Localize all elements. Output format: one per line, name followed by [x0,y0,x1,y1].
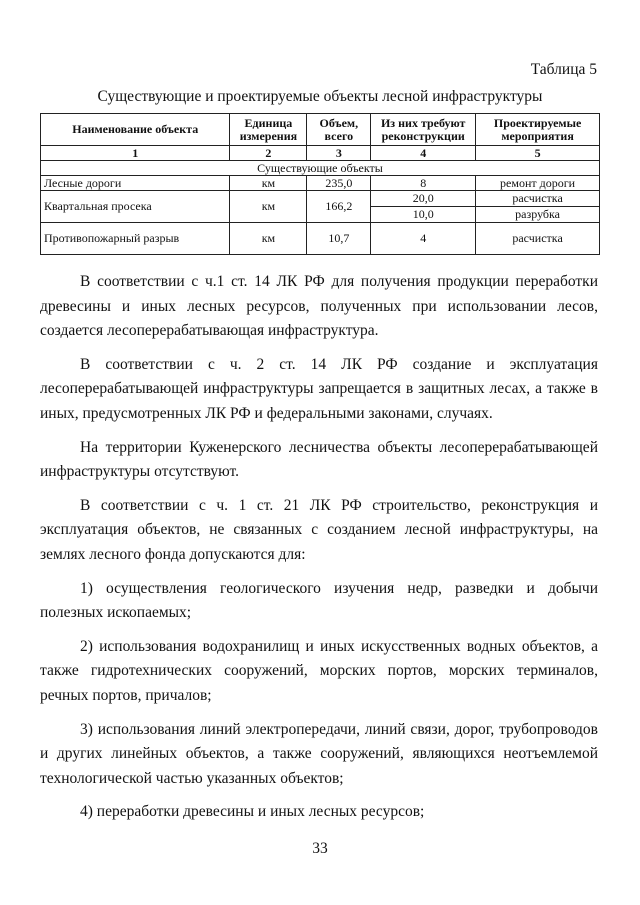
paragraph: В соответствии с ч.1 ст. 14 ЛК РФ для получения продукции переработки древесины и иных лесных ресурсов, полученных при использовании лесов, создается лесоперерабатывающая инфраструктура. [40,273,598,340]
row-measure: расчистка [476,191,600,207]
list-item: 4) переработки древесины и иных лесных ресурсов; [80,803,425,821]
row-measure: расчистка [476,223,600,255]
row-name: Квартальная просека [41,191,230,223]
row-reconstruction: 10,0 [371,207,476,223]
table-label: Таблица 5 [530,61,597,78]
list-item: 3) использования линий электропередачи, линий связи, дорог, трубопроводов и других линейных объектов, а также сооружений, являющихся неотъемлемой технологической частью указанных объектов; [40,720,598,787]
row-unit: км [230,191,307,223]
column-number: 1 [41,146,230,161]
table-title: Существующие и проектируемые объекты лесной инфраструктуры [97,88,543,105]
row-total: 166,2 [307,191,371,223]
row-unit: км [230,176,307,191]
row-total: 235,0 [307,176,371,191]
header-reconstruction: Из них требуют реконструкции [371,114,476,146]
section-label: Существующие объекты [41,161,600,176]
column-number: 5 [476,146,600,161]
body-text [40,270,598,825]
list-item: 2) использования водохранилищ и иных искусственных водных объектов, а также гидротехнических сооружений, морских портов, морских терминалов, речных портов, причалов; [40,637,598,704]
header-unit: Единица измерения [230,114,307,146]
table-row [41,223,600,255]
row-measure: разрубка [476,207,600,223]
paragraph: В соответствии с ч. 2 ст. 14 ЛК РФ создание и эксплуатация лесоперерабатывающей инфраструктуры запрещается в защитных лесах, а также в иных, предусмотренных ЛК РФ и федеральными законами, случаях. [40,355,598,422]
list-item: 1) осуществления геологического изучения недр, разведки и добычи полезных ископаемых; [40,579,598,622]
table-row [41,176,600,191]
header-total: Объем, всего [307,114,371,146]
row-unit: км [230,223,307,255]
row-reconstruction: 20,0 [371,191,476,207]
paragraph: В соответствии с ч. 1 ст. 21 ЛК РФ строительство, реконструкция и эксплуатация объектов, не связанных с созданием лесной инфраструктуры, на землях лесного фонда допускаются для: [40,496,598,563]
infrastructure-table [40,113,600,255]
row-measure: ремонт дороги [476,176,600,191]
row-reconstruction: 4 [371,223,476,255]
section-row [41,161,600,176]
header-measures: Проектируемые мероприятия [476,114,600,146]
text-block [40,270,598,825]
row-reconstruction: 8 [371,176,476,191]
row-name: Противопожарный разрыв [41,223,230,255]
row-total: 10,7 [307,223,371,255]
column-number: 4 [371,146,476,161]
table-header-row [41,114,600,146]
column-numbers-row [41,146,600,161]
page-number: 33 [312,840,328,857]
paragraph: На территории Куженерского лесничества объекты лесоперерабатывающей инфраструктуры отсутствуют. [40,438,598,481]
column-number: 3 [307,146,371,161]
table-row [41,191,600,207]
row-name: Лесные дороги [41,176,230,191]
column-number: 2 [230,146,307,161]
header-object-name: Наименование объекта [41,114,230,146]
